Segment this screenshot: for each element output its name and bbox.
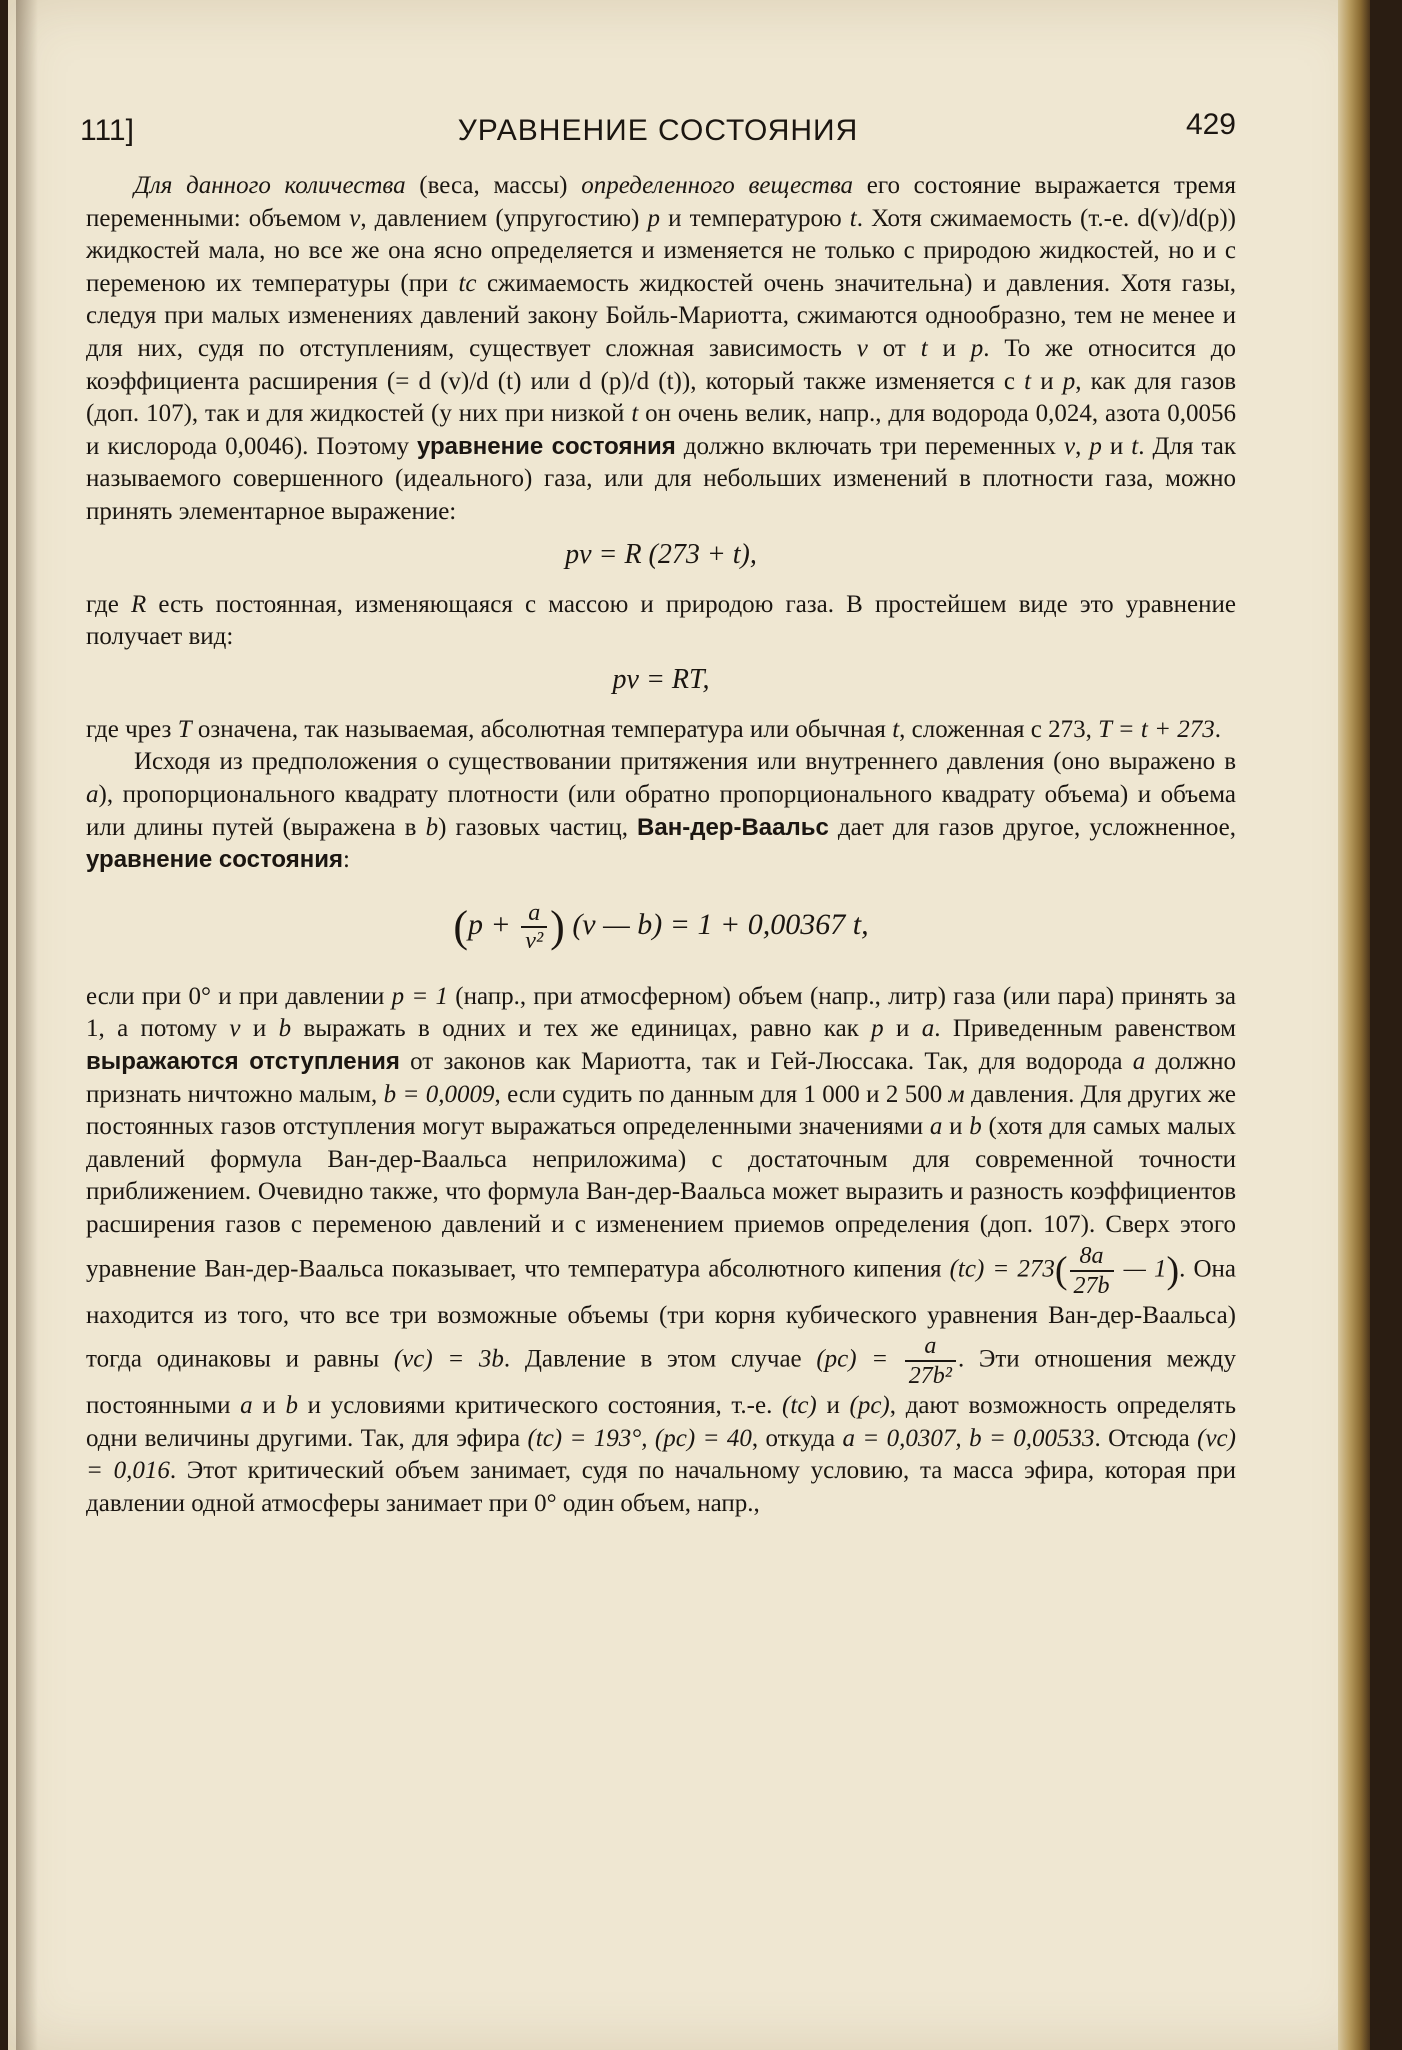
text: должно включать три переменных (675, 432, 1064, 460)
var-t: t (920, 334, 928, 362)
var-a: a (921, 1015, 935, 1043)
var-b: b (278, 1015, 292, 1043)
paren-close: ) (1166, 1249, 1180, 1292)
text: и (942, 1113, 970, 1141)
text: и условиями критического состояния, т.-е. (297, 1392, 783, 1420)
text: сжимаемость жидкостей очень значительна) и давления. Хотя газы, следуя при малых изменениях давлений закону Бойль-Мариотта, сжимаются однообразно, тем не менее и для них, судя по отступлениям, существует сложная зависимость (86, 269, 1236, 362)
running-title: УРАВНЕНИЕ СОСТОЯНИЯ (457, 114, 859, 147)
var-b: b (425, 813, 439, 841)
equation-inline: (vc) = 0,016 (86, 1424, 1236, 1485)
denominator: v² (525, 927, 544, 954)
bold-term: уравнение состояния (416, 432, 676, 460)
var-tc: tc (458, 269, 477, 297)
var-R: R (130, 590, 147, 618)
var-p: p (1089, 432, 1102, 460)
var-p: p (647, 204, 660, 232)
text: и (927, 334, 971, 362)
formula-part: p + (468, 907, 519, 941)
fraction-a-over-v2 (521, 900, 547, 954)
text: означена, так называемая, абсолютная температура или обычная (191, 715, 893, 743)
text: и (1031, 367, 1063, 395)
text: , откуда (751, 1424, 843, 1452)
text: . Хотя сжимаемость (т.-е. d(v)/d(p)) жидкостей мала, но все же она ясно определяется и изменяется не только с природою жидкостей, но и с переменою их температуры (при (86, 204, 1236, 297)
text: . Она находится из того, что все три возможные объемы (три корня кубического уравнения Ван-дер-Ваальса) тогда одинаковы и равны (86, 1255, 1237, 1373)
numerator: a (905, 1332, 956, 1362)
italic-phrase: Для данного количества (134, 172, 406, 199)
formula-ideal-gas: pv = R (273 + t), (565, 538, 757, 570)
text: . Отсюда (1094, 1424, 1198, 1452)
text: и температурою (659, 204, 850, 232)
paren-close: ) (550, 901, 565, 951)
text: выражать в одних и тех же единицах, равно как (291, 1015, 872, 1043)
var-a: a (1132, 1047, 1146, 1075)
text: , (1075, 432, 1090, 460)
var-a: a (240, 1392, 253, 1420)
page-edge (1338, 0, 1370, 2050)
section-number: 111] (80, 114, 134, 147)
equation-inline: a = 0,0307, b = 0,00533 (842, 1424, 1095, 1452)
paragraph-2 (86, 589, 1236, 654)
var-p: p (871, 1015, 884, 1043)
denominator: 27b (1073, 1272, 1110, 1299)
unit-m: м (948, 1080, 965, 1108)
text: (веса, массы) (405, 172, 582, 199)
text: , сложенная с 273, (899, 715, 1099, 743)
equation-inline: (tc) = 273 (949, 1255, 1055, 1283)
book-page (8, 0, 1370, 2050)
text: должно признать ничтожно малым, (86, 1047, 1236, 1108)
equation-inline: p = 1 (391, 982, 449, 1010)
bold-term: выражаются отступления (86, 1047, 400, 1075)
var-b: b (285, 1392, 298, 1420)
text: . Для так называемого совершенного (идеального) газа, или для небольших изменений в плотности газа, можно принять элементарное выражение: (86, 432, 1236, 525)
var-b: b (969, 1113, 982, 1141)
var-a: a (929, 1113, 943, 1141)
text: где чрез (86, 715, 178, 743)
text: Исходя из предположения о существовании притяжения или внутреннего давления (оно выражено в (134, 748, 1236, 776)
paragraph-4 (86, 746, 1236, 876)
text: . То же относится до коэффициента расширения (= d (v)/d (t) или d (p)/d (t)), который также изменяется с (86, 334, 1236, 395)
var-v: v (229, 1015, 241, 1043)
numerator: 8a (1070, 1242, 1114, 1272)
var-p: p (1062, 367, 1076, 395)
text: и (816, 1392, 850, 1420)
formula-part: (v — b) = 1 + 0,00367 t, (564, 907, 869, 941)
paragraph-3 (86, 714, 1236, 747)
numerator: a (521, 900, 547, 928)
italic-phrase: определенного вещества (581, 172, 854, 199)
text: , дают возможность определять одни величины другими. Так, для эфира (86, 1392, 1236, 1452)
text: он очень велик, напр., для водорода 0,024, азота 0,0056 и кислорода 0,0046). Поэтому (86, 400, 1236, 460)
text: . Приведенным равенством (934, 1015, 1236, 1043)
var-t: t (892, 715, 900, 743)
text: и (240, 1015, 279, 1043)
var-pc: (pc) (849, 1392, 890, 1420)
text: давления. Для других же постоянных газов отступления могут выражаться определенными значениями (86, 1080, 1236, 1141)
page-body (86, 170, 1236, 1521)
text: от законов как Мариотта, так и Гей-Люссака. Так, для водорода (399, 1047, 1133, 1075)
text: и (1101, 432, 1132, 460)
running-header (80, 104, 1236, 154)
var-tc: (tc) (782, 1392, 817, 1420)
text: где (86, 590, 131, 618)
text: его состояние выражается тремя переменными: объемом (86, 172, 1237, 232)
var-t: t (849, 204, 857, 232)
text: если при 0° и при давлении (86, 982, 392, 1010)
paren-open: ( (453, 901, 469, 951)
text: , давлением (упругостию) (360, 204, 648, 232)
text: и (883, 1015, 922, 1043)
text: . Этот критический объем занимает, судя по начальному условию, та масса эфира, которая при давлении одной атмосферы занимает при 0° один объем, напр., (86, 1457, 1236, 1517)
denominator: 27b² (908, 1363, 952, 1390)
equation-inline: b = 0,0009 (383, 1080, 495, 1108)
text: (напр., при атмосферном) объем (напр., литр) газа (или пара) принять за 1, а потому (86, 982, 1237, 1043)
text: . Давление в этом случае (503, 1345, 817, 1373)
text: : (342, 846, 350, 874)
bold-term: Ван-дер-Ваальс (637, 813, 829, 841)
equation-inline: (tc) = 193°, (pc) = 40 (527, 1424, 752, 1452)
equation-inline: (vc) = 3b (393, 1345, 504, 1373)
text: и (252, 1392, 286, 1420)
paren-open: ( (1054, 1249, 1068, 1292)
var-v: v (349, 204, 361, 232)
var-v: v (1063, 432, 1076, 460)
var-t: t (1024, 367, 1032, 395)
fraction-a-over-27b2 (905, 1332, 956, 1390)
formula-van-der-waals (86, 893, 1236, 959)
text: . Эти отношения между постоянными (86, 1345, 1236, 1420)
text: дает для газов другое, усложненное, (828, 813, 1236, 841)
var-t: t (631, 400, 639, 428)
equation-inline: T = t + 273 (1098, 715, 1215, 743)
var-a: a (86, 780, 99, 808)
paragraph-1 (86, 170, 1236, 529)
var-v: v (856, 334, 868, 362)
fraction-8a-over-27b (1070, 1242, 1114, 1300)
text: , как для газов (доп. 107), так и для жидкостей (у них при низкой (86, 367, 1237, 428)
formula-part: — 1 (1115, 1255, 1167, 1283)
text: от (867, 334, 921, 362)
equation-inline: (pc) = (816, 1345, 903, 1373)
var-t: t (1131, 432, 1139, 460)
page-number: 429 (1185, 108, 1236, 141)
var-p: p (970, 334, 984, 362)
text: ) газовых частиц, (438, 813, 638, 841)
paragraph-5 (86, 981, 1236, 1521)
bold-term: уравнение состояния (86, 846, 343, 874)
formula-pv-rt: pv = RT, (612, 663, 710, 695)
spine-shadow (16, 0, 38, 2050)
text: . (1214, 715, 1221, 743)
text: , если судить по данным для 1 000 и 2 500 (494, 1080, 949, 1108)
text: (хотя для самых малых давлений формула Ван-дер-Ваальса неприложима) с достаточным для современной точности приближением. Очевидно также, что формула Ван-дер-Ваальса может выразить и разность коэффициентов расширения газов с переменою давлений и с изменением приемов определения (доп. 107). Сверх этого уравнение Ван-дер-Ваальса показывает, что температура абсолютного кипения (86, 1113, 1237, 1283)
text: есть постоянная, изменяющаяся с массою и природою газа. В простейшем виде это уравнение получает вид: (86, 590, 1237, 651)
var-T: T (177, 715, 192, 743)
text: ), пропорционального квадрату плотности (или обратно пропорционального квадрату объема) и объема или длины путей (выражена в (86, 780, 1236, 841)
